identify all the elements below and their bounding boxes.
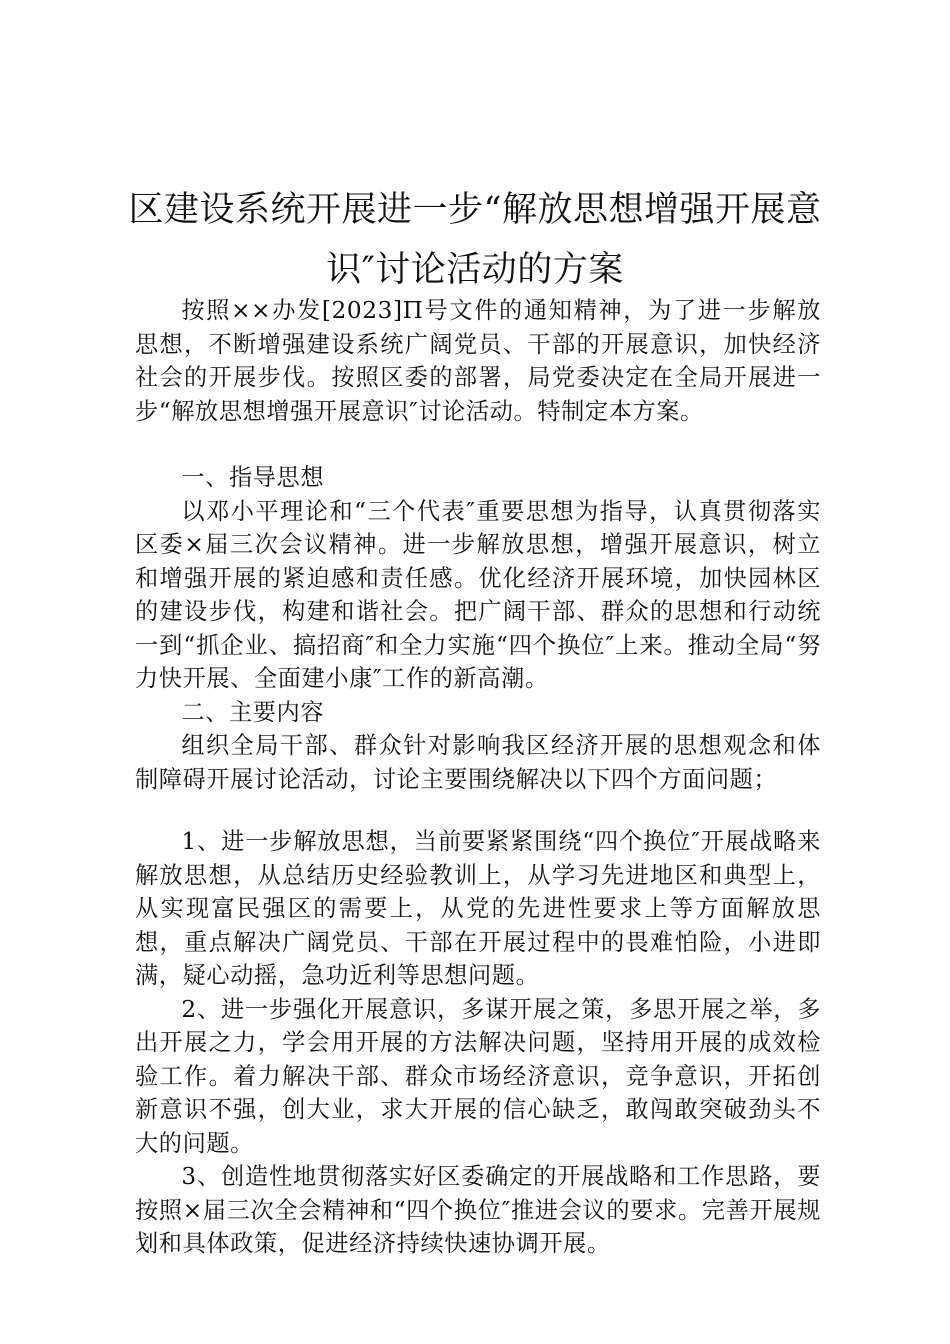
document-title xyxy=(120,180,830,300)
document-title-line-1: 区建设系统开展进一步“解放思想增强开展意 xyxy=(128,190,822,230)
document-body xyxy=(135,294,821,1261)
item-2-paragraph: 2、进一步强化开展意识，多谋开展之策，多思开展之举，多出开展之力，学会用开展的方法解决问题，坚持用开展的成效检验工作。着力解决干部、群众市场经济意识，竞争意识，开拓创新意识不强，创大业，求大开展的信心缺乏，敢闯敢突破劲头不大的问题。 xyxy=(135,995,821,1157)
section-heading-main-content: 二、主要内容 xyxy=(181,698,325,726)
intro-paragraph: 按照××办发[2023]Π号文件的通知精神，为了进一步解放思想，不断增强建设系统广阔党员、干部的开展意识，加快经济社会的开展步伐。按照区委的部署，局党委决定在全局开展进一步“解放思想增强开展意识″讨论活动。特制定本方案。 xyxy=(135,297,821,425)
section-heading-guiding-thought: 一、指导思想 xyxy=(181,464,325,491)
item-1-paragraph: 1、进一步解放思想，当前要紧紧围绕“四个换位″开展战略来解放思想，从总结历史经验教训上，从学习先进地区和典型上，从实现富民强区的需要上，从党的先进性要求上等方面解放思想，重点解决广阔党员、干部在开展过程中的畏难怕险，小进即满，疑心动摇，急功近利等思想问题。 xyxy=(135,828,821,989)
guiding-thought-paragraph: 以邓小平理论和“三个代表″重要思想为指导，认真贯彻落实区委×届三次会议精神。进一步解放思想，增强开展意识，树立和增强开展的紧迫感和责任感。优化经济开展环境，加快园林区的建设步伐，构建和谐社会。把广阔干部、群众的思想和行动统一到“抓企业、搞招商″和全力实施“四个换位″上来。推动全局“努力快开展、全面建小康″工作的新高潮。 xyxy=(135,497,821,692)
document-title-line-2: 识″讨论活动的方案 xyxy=(326,250,624,290)
item-3-paragraph: 3、创造性地贯彻落实好区委确定的开展战略和工作思路，要按照×届三次全会精神和“四个换位″推进会议的要求。完善开展规划和具体政策，促进经济持续快速协调开展。 xyxy=(135,1163,821,1257)
main-content-paragraph: 组织全局干部、群众针对影响我区经济开展的思想观念和体制障碍开展讨论活动，讨论主要围绕解决以下四个方面问题； xyxy=(135,732,821,793)
